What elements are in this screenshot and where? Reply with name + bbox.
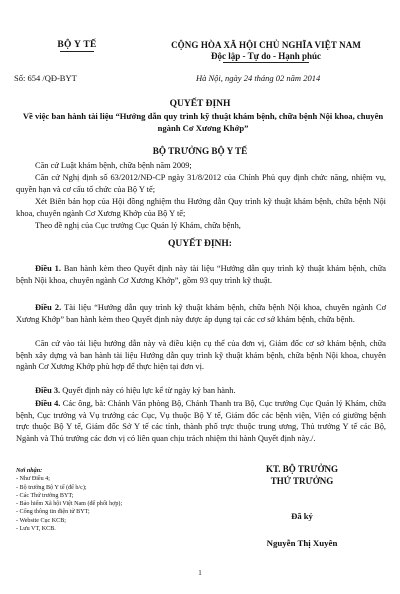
article-text: Căn cứ vào tài liệu hướng dẫn này và điều kiện cụ thể của đơn vị, Giám đốc cơ sở khám bệnh, chữa bệnh xây dựng và ban hành tài liệu Hướng dẫn quy trình kỹ thuật khám bệnh, chữa bệnh Nội khoa, chuyên ngành Cơ Xương Khớp phù hợp để thực hiện tại đơn vị. [16,339,386,372]
place-date: Hà Nội, ngày 24 tháng 02 năm 2014 [196,73,321,83]
recipients-list [16,467,186,533]
recipient-item: - Bộ trưởng Bộ Y tế (để b/c); [16,484,87,491]
article-2-detail [16,338,386,373]
recipient-item: - Website Cục KCB; [16,517,67,524]
article-text: Tài liệu “Hướng dẫn quy trình kỹ thuật khám bệnh, chữa bệnh Nội khoa, chuyên ngành Cơ Xương Khớp” ban hành kèm theo Quyết định này được áp dụng tại các cơ sở khám bệnh, chữa bệnh. [16,303,387,324]
article-text: Quyết định này có hiệu lực kể từ ngày ký ban hành. [60,386,236,395]
issuing-authority: BỘ TRƯỞNG BỘ Y TẾ [152,146,248,156]
document-title: QUYẾT ĐỊNH [169,99,231,109]
recipient-item: - Lưu VT, KCB. [16,526,56,533]
article-label: Điều 1. [35,264,61,273]
article-label: Điều 2. [35,303,62,312]
recipient-item: - Các Thứ trưởng BYT; [16,492,74,499]
recipient-item: - Cổng thông tin điện tử BYT; [16,509,90,516]
preamble-line: Theo đề nghị của Cục trưởng Cục Quản lý Khám, chữa bệnh, [35,221,241,230]
preamble-line: Căn cứ Luật khám bệnh, chữa bệnh năm 2009; [35,161,192,170]
signer-delegation: KT. BỘ TRƯỞNG [265,464,339,474]
article-4 [16,398,386,444]
signer-name: Nguyễn Thị Xuyên [266,538,338,548]
preamble-line: Xét Biên bản họp của Hội đồng nghiệm thu Hướng dẫn Quy trình kỹ thuật khám bệnh, chữa bệnh Nội khoa, chuyên ngành Cơ Xương Khớp của Bộ Y tế; [16,197,386,218]
national-header [140,40,392,63]
recipients-label: Nơi nhận: [16,468,43,474]
recipient-item: - Bảo hiểm Xã hội Việt Nam (để phối hợp); [16,501,123,508]
recipient-item: - Như Điều 4; [16,476,50,483]
agency-block [22,40,132,52]
article-3 [16,385,386,397]
signed-mark: Đã ký [291,511,313,521]
article-2 [16,302,386,325]
signer-title: THỨ TRƯỞNG [270,476,334,486]
article-text: Các ông, bà: Chánh Văn phòng Bộ, Chánh Thanh tra Bộ, Cục trưởng Cục Quản lý Khám, chữa bệnh, Cục trưởng và Vụ trưởng các Cục, Vụ thuộc Bộ Y tế, Giám đốc các bệnh viện, Viện có giường bệnh trực thuộc Bộ Y tế, Giám đốc Sở Y tế các tỉnh, thành phố trực thuộc trung ương, Thủ trưởng Y tế các Bộ, Ngành và Thủ trưởng các đơn vị có liên quan chịu trách nhiệm thi hành Quyết định này./. [16,399,387,443]
article-label: Điều 4. [35,399,61,408]
article-1 [16,263,386,286]
page-number: 1 [198,569,202,577]
decision-heading: QUYẾT ĐỊNH: [168,239,232,249]
document-subject: Về việc ban hành tài liệu “Hướng dẫn quy trình kỹ thuật khám bệnh, chữa bệnh Nội khoa, chuyên ngành Cơ Xương Khớp” [22,111,384,133]
agency-underline [60,51,94,52]
agency-name: BỘ Y TẾ [57,40,97,50]
preamble-line: Căn cứ Nghị định số 63/2012/NĐ-CP ngày 31/8/2012 của Chính Phủ quy định chức năng, nhiệm vụ, quyền hạn và cơ cấu tổ chức của Bộ Y tế; [16,173,386,194]
document-number: Số: 654 /QĐ-BYT [14,73,77,83]
national-motto: Độc lập - Tự do - Hạnh phúc [210,51,321,61]
motto-underline [223,62,309,63]
article-text: Ban hành kèm theo Quyết định này tài liệu “Hướng dẫn quy trình kỹ thuật khám bệnh, chữa bệnh Nội khoa, chuyên ngành Cơ Xương Khớp”, gồm 93 quy trình kỹ thuật. [16,264,386,285]
nation-name: CỘNG HÒA XÃ HỘI CHỦ NGHĨA VIỆT NAM [171,40,361,50]
article-label: Điều 3. [35,386,61,395]
